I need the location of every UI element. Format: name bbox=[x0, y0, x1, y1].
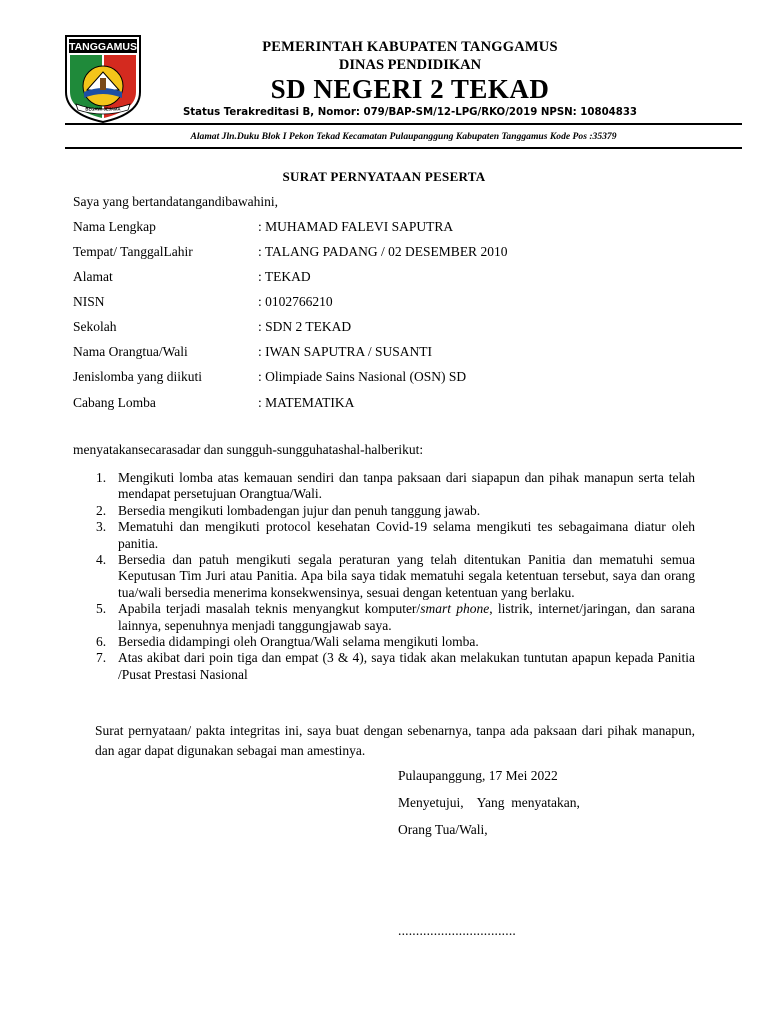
signature-line: ................................. bbox=[398, 923, 516, 938]
list-item-text-italic: smart phone bbox=[420, 601, 490, 617]
list-item-number: 2. bbox=[96, 502, 107, 518]
government-heading: PEMERINTAH KABUPATEN TANGGAMUS bbox=[262, 39, 558, 55]
list-item-number: 3. bbox=[96, 519, 107, 535]
department-heading: DINAS PENDIDIKAN bbox=[338, 57, 482, 73]
closing-paragraph: Surat pernyataan/ pakta integritas ini, saya buat dengan sebenarnya, tanpa ada paksaan dari pihak manapun, dan agar dapat digunakan sebagai man amestinya. bbox=[95, 723, 695, 758]
list-item bbox=[73, 650, 695, 683]
list-item-number: 4. bbox=[96, 552, 107, 568]
statement-list bbox=[73, 470, 695, 683]
field-label-nisn: NISN bbox=[73, 294, 105, 309]
logo-text: TANGGAMUS bbox=[68, 41, 138, 53]
list-item-text: Bersedia dan patuh mengikuti segala peraturan yang telah ditentukan Panitia dan mematuhi semua Keputusan Tim Juri atau Panitia. Apa bila saya tidak mematuhi segala ketentuan tersebut, saya dan orang tua/wali bersedia menerima konsekwensinya, sesuai dengan ketentuan yang berlaku. bbox=[118, 552, 695, 600]
list-item-text: Atas akibat dari poin tiga dan empat (3 & 4), saya tidak akan melakukan tuntutan apapun kepada Panitia /Pusat Prestasi Nasional bbox=[118, 650, 695, 682]
field-value-nisn: : 0102766210 bbox=[258, 294, 333, 309]
header-divider bbox=[65, 123, 742, 125]
field-label-name: Nama Lengkap bbox=[73, 219, 156, 234]
field-value-birth: : TALANG PADANG / 02 DESEMBER 2010 bbox=[258, 244, 508, 259]
field-value-competition: : Olimpiade Sains Nasional (OSN) SD bbox=[258, 369, 467, 384]
list-item-text-end: , listrik, internet/jaringan, dan sarana lainnya, sepenuhnya menjadi tanggungjawab saya. bbox=[118, 601, 696, 633]
tanggamus-crest-icon bbox=[62, 34, 144, 124]
accreditation-status: Status Terakreditasi B, Nomor: 079/BAP-SM/12-LPG/RKO/2019 NPSN: 10804833 bbox=[182, 107, 638, 118]
parent-guardian-label: Orang Tua/Wali, bbox=[398, 822, 488, 837]
field-value-address: : TEKAD bbox=[258, 269, 311, 284]
tanggamus-logo bbox=[62, 34, 144, 124]
address-divider bbox=[65, 147, 742, 149]
field-label-school: Sekolah bbox=[73, 319, 117, 334]
field-value-school: : SDN 2 TEKAD bbox=[258, 319, 352, 334]
list-item-number: 6. bbox=[96, 634, 107, 650]
list-item bbox=[73, 519, 695, 552]
list-item bbox=[73, 470, 695, 503]
list-item bbox=[73, 634, 695, 650]
approval-line: Menyetujui, Yang menyatakan, bbox=[398, 795, 580, 810]
intro-text: Saya yang bertandatangandibawahini, bbox=[73, 194, 279, 209]
field-label-address: Alamat bbox=[73, 269, 113, 284]
list-item-number: 1. bbox=[96, 470, 107, 485]
document-title: SURAT PERNYATAAN PESERTA bbox=[282, 169, 486, 184]
list-item-text-start: Apabila terjadi masalah teknis menyangkut komputer/ bbox=[118, 601, 421, 617]
field-label-branch: Cabang Lomba bbox=[73, 395, 156, 410]
field-value-branch: : MATEMATIKA bbox=[258, 395, 355, 410]
list-item-number: 7. bbox=[96, 650, 107, 666]
school-name: SD NEGERI 2 TEKAD bbox=[270, 74, 550, 104]
list-item-text: Mematuhi dan mengikuti protocol kesehatan Covid-19 selama mengikuti tes sebagaimana diatur oleh panitia. bbox=[118, 519, 695, 551]
list-item bbox=[73, 552, 695, 601]
field-value-name: : MUHAMAD FALEVI SAPUTRA bbox=[258, 219, 454, 234]
place-date: Pulaupanggung, 17 Mei 2022 bbox=[398, 768, 558, 783]
list-item-text: Bersedia didampingi oleh Orangtua/Wali selama mengikuti lomba. bbox=[118, 634, 479, 650]
logo-motto: BEGAWI JEJAMA bbox=[85, 106, 121, 112]
list-item bbox=[73, 503, 695, 519]
field-value-parent: : IWAN SAPUTRA / SUSANTI bbox=[258, 344, 433, 359]
school-address: Alamat Jln.Duku Blok I Pekon Tekad Kecamatan Pulaupanggung Kabupaten Tanggamus Kode Pos :35379 bbox=[190, 131, 617, 142]
field-label-birth: Tempat/ TanggalLahir bbox=[73, 244, 193, 259]
list-item bbox=[73, 601, 695, 634]
declaration-text: menyatakansecarasadar dan sungguh-sungguhatashal-halberikut: bbox=[73, 442, 424, 457]
list-item-text: Bersedia mengikuti lombadengan jujur dan penuh tanggung jawab. bbox=[118, 502, 481, 518]
field-label-competition: Jenislomba yang diikuti bbox=[73, 369, 202, 384]
field-label-parent: Nama Orangtua/Wali bbox=[73, 344, 188, 359]
list-item-number: 5. bbox=[96, 601, 107, 617]
list-item-text: Mengikuti lomba atas kemauan sendiri dan tanpa paksaan dari siapapun dan pihak manapun serta telah mendapat persetujuan Orangtua/Wali. bbox=[118, 470, 695, 502]
